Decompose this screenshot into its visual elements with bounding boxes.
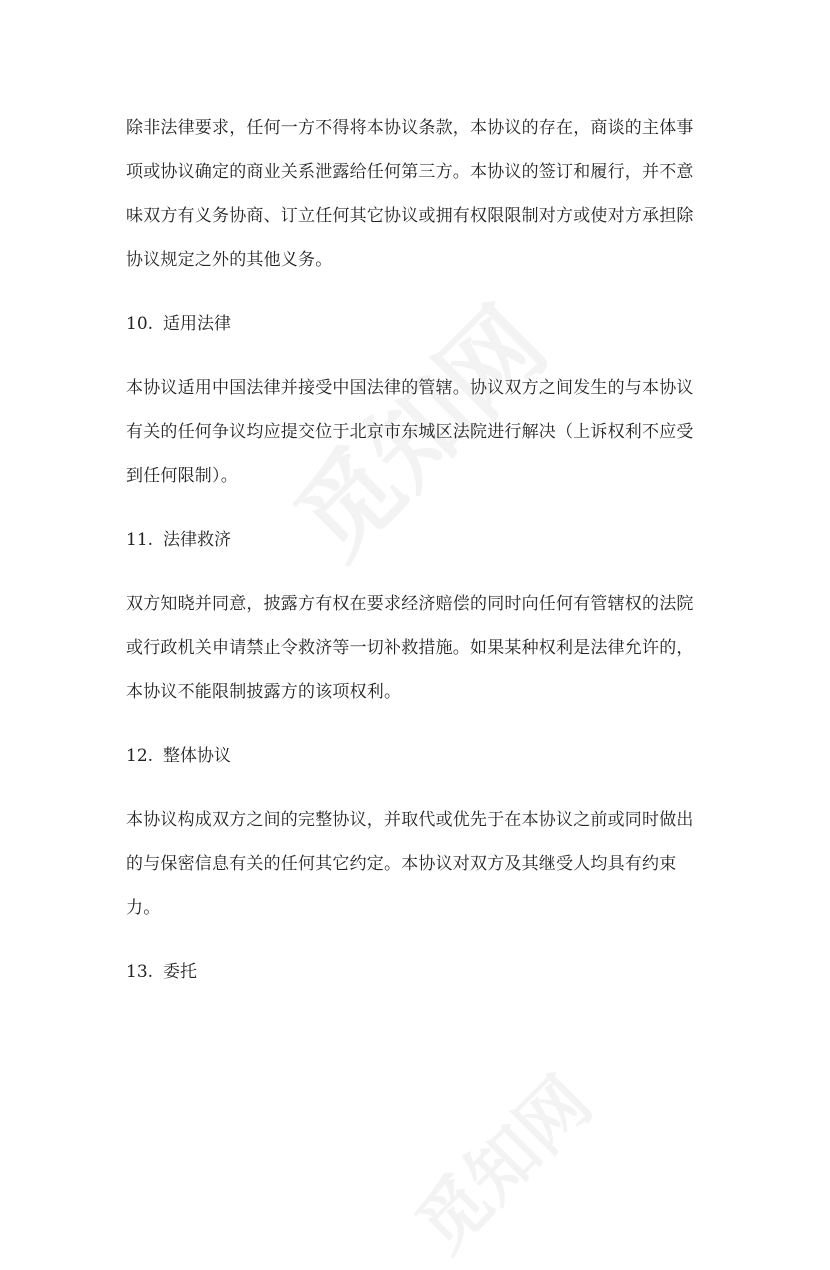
section-number: 13. [126, 962, 154, 982]
section-number: 10. [126, 314, 154, 334]
section-heading-10 [126, 302, 706, 346]
section-heading-12 [126, 734, 706, 778]
section-number: 11. [126, 530, 154, 550]
section-number: 12. [126, 746, 154, 766]
document-body [126, 106, 706, 1014]
section-heading-13 [126, 950, 706, 994]
section-title: 整体协议 [163, 746, 232, 766]
section-body-11: 双方知晓并同意，披露方有权在要求经济赔偿的同时向任何有管辖权的法院或行政机关申请禁止令救济等一切补救措施。如果某种权利是法律允许的，本协议不能限制披露方的该项权利。 [126, 594, 694, 702]
section-heading-11 [126, 518, 706, 562]
section-title: 法律救济 [163, 530, 232, 550]
intro-paragraph: 除非法律要求，任何一方不得将本协议条款，本协议的存在，商谈的主体事项或协议确定的商业关系泄露给任何第三方。本协议的签订和履行，并不意味双方有义务协商、订立任何其它协议或拥有权限限制对方或使对方承担除协议规定之外的其他义务。 [126, 118, 694, 270]
section-title: 适用法律 [163, 314, 232, 334]
section-body-12: 本协议构成双方之间的完整协议，并取代或优先于在本协议之前或同时做出的与保密信息有关的任何其它约定。本协议对双方及其继受人均具有约束力。 [126, 810, 694, 918]
watermark-bottom [390, 1051, 610, 1270]
section-body-10: 本协议适用中国法律并接受中国法律的管辖。协议双方之间发生的与本协议有关的任何争议均应提交位于北京市东城区法院进行解决（上诉权利不应受到任何限制）。 [126, 378, 694, 486]
section-title: 委托 [163, 962, 198, 982]
